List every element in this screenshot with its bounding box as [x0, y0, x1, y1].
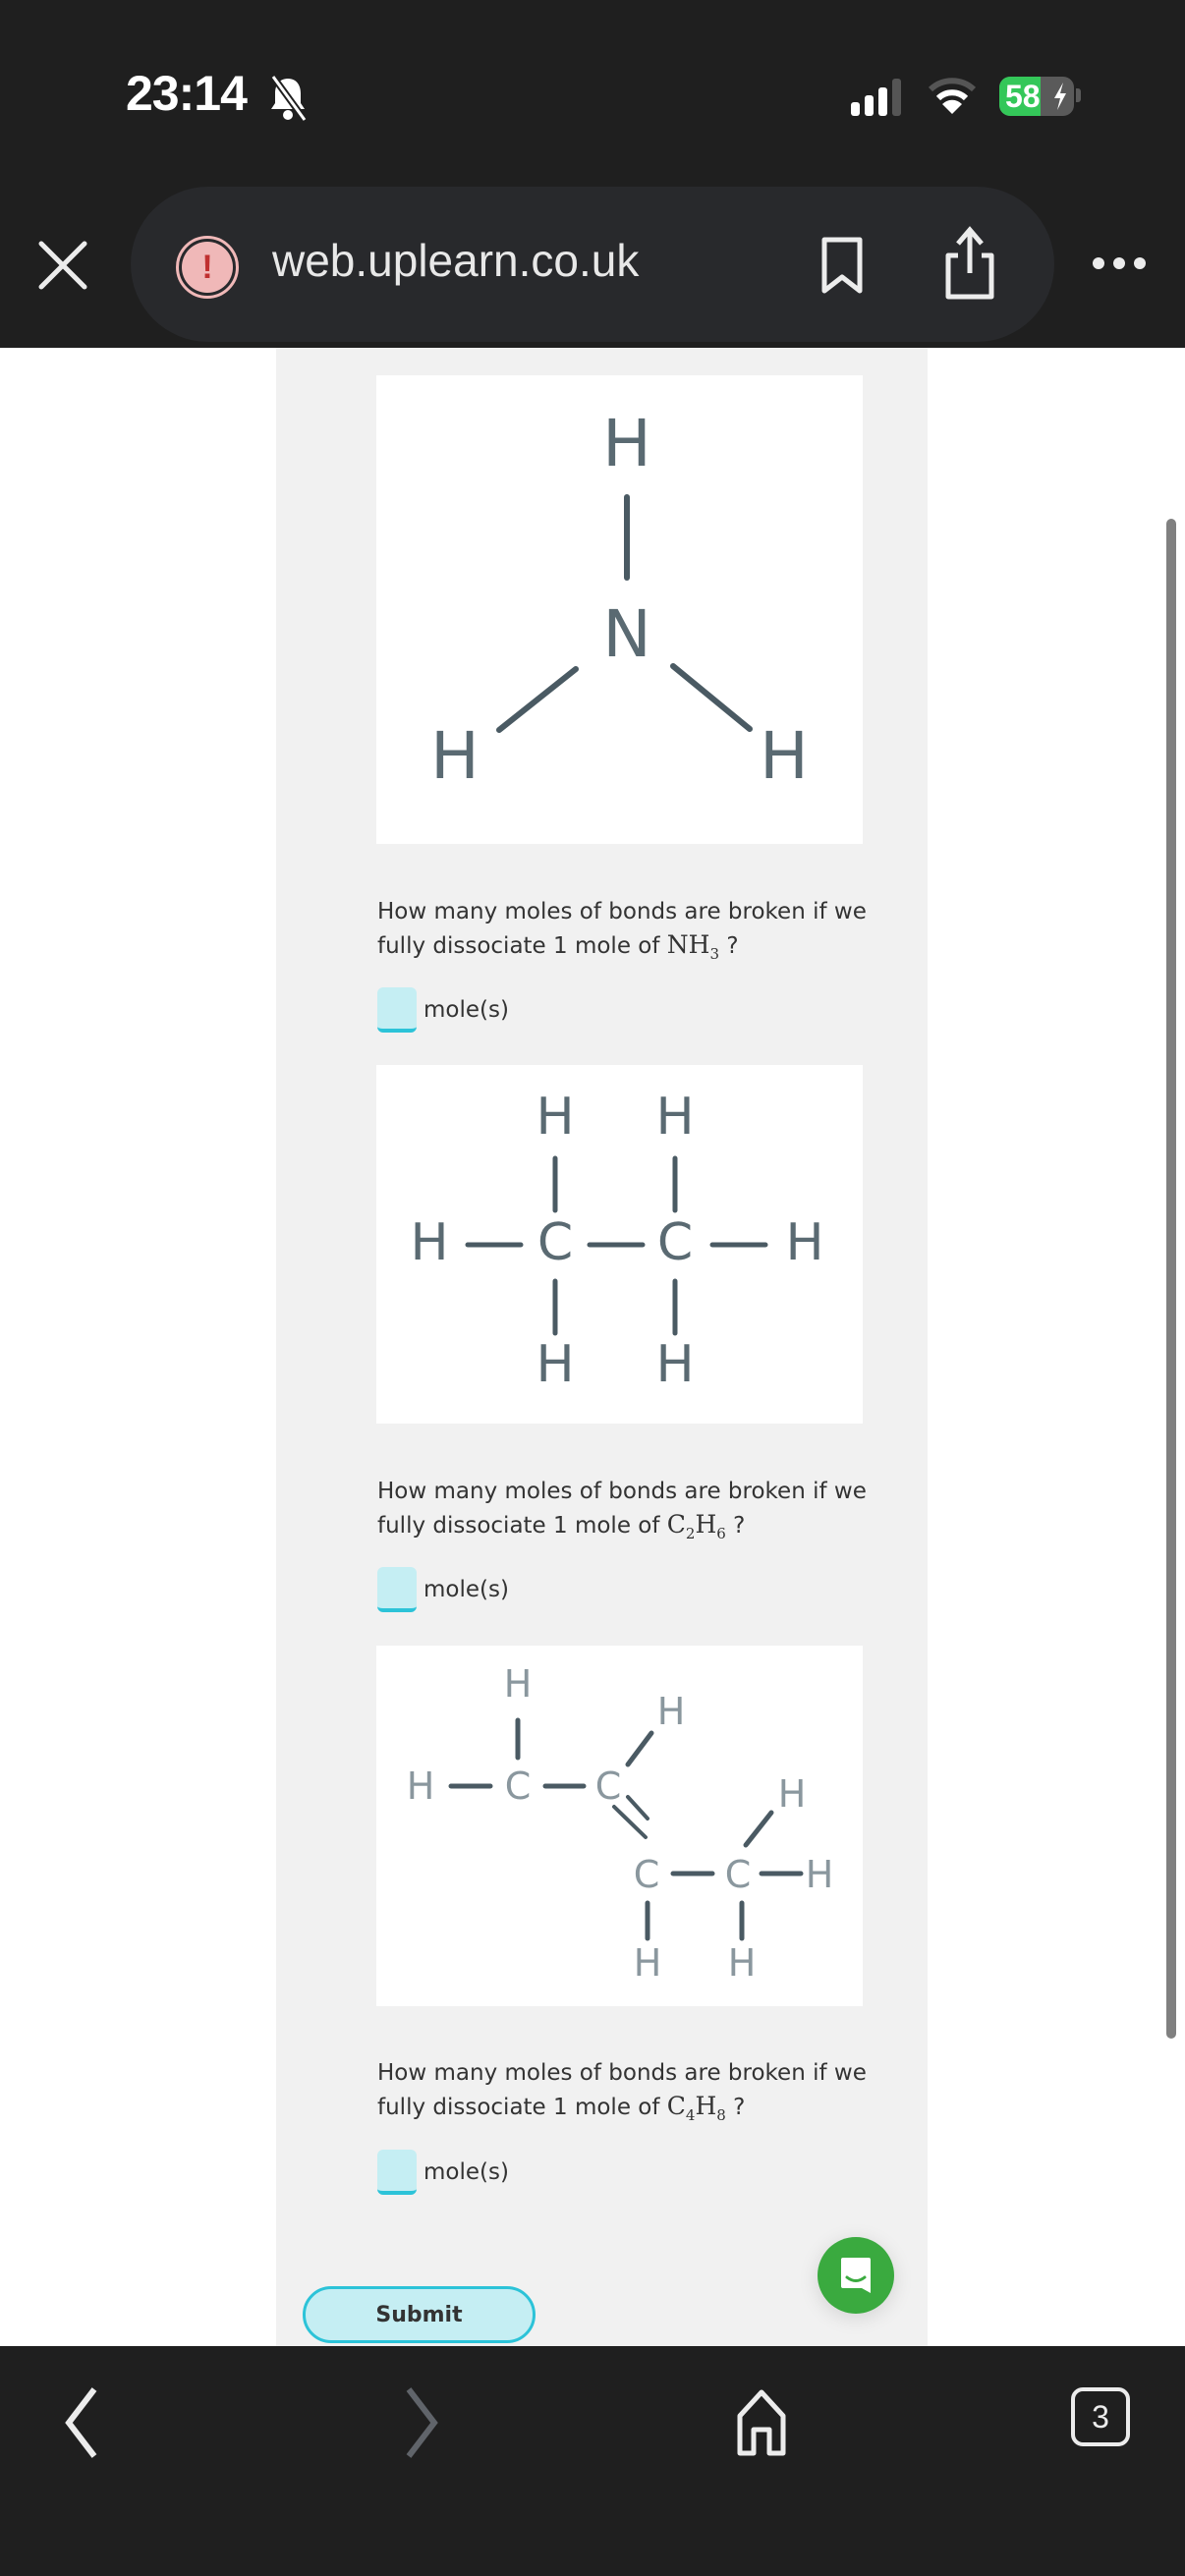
- svg-text:H: H: [656, 1690, 686, 1733]
- status-time: 23:14: [126, 66, 247, 121]
- svg-text:H: H: [785, 1213, 824, 1272]
- wifi-icon: [928, 77, 977, 116]
- c4h8-structure-diagram: [376, 1646, 863, 2006]
- submit-button[interactable]: Submit: [303, 2286, 536, 2343]
- chat-button[interactable]: [818, 2237, 894, 2314]
- home-button[interactable]: [727, 2385, 796, 2460]
- svg-text:H: H: [655, 1088, 695, 1147]
- url-text[interactable]: web.uplearn.co.uk: [272, 235, 640, 286]
- question-3-answer-row: [377, 2150, 509, 2195]
- tabs-button[interactable]: [1071, 2387, 1130, 2446]
- svg-text:C: C: [656, 1213, 694, 1272]
- page-scrollbar[interactable]: [1166, 519, 1176, 2039]
- question-2-text: How many moles of bonds are broken if we fully dissociate 1 mole of $C_2H_6$ ?: [377, 1479, 867, 1542]
- unit-label: mole(s): [423, 2159, 509, 2185]
- battery-percent: 58: [1005, 79, 1041, 114]
- chat-icon: [840, 2256, 872, 2295]
- battery-tip: [1076, 88, 1081, 102]
- svg-text:C: C: [633, 1853, 660, 1896]
- nh3-structure-diagram: [376, 375, 863, 844]
- svg-text:H: H: [536, 1088, 575, 1147]
- svg-text:C: C: [504, 1764, 532, 1808]
- back-button[interactable]: [47, 2385, 116, 2460]
- svg-text:C: C: [536, 1213, 574, 1272]
- svg-text:H: H: [430, 718, 480, 794]
- home-icon: [734, 2388, 789, 2457]
- warning-icon[interactable]: !: [176, 236, 239, 299]
- web-page: [0, 348, 1185, 2346]
- svg-text:H: H: [633, 1941, 662, 1985]
- bell-slash-icon: [265, 73, 310, 122]
- share-icon[interactable]: [942, 226, 997, 301]
- address-bar[interactable]: [131, 187, 1054, 342]
- svg-text:H: H: [655, 1335, 695, 1394]
- status-bar: [0, 0, 1185, 187]
- charging-bolt-icon: [1052, 83, 1068, 110]
- svg-text:C: C: [724, 1853, 752, 1896]
- svg-text:C: C: [594, 1764, 622, 1808]
- svg-text:H: H: [503, 1662, 533, 1706]
- c2h6-structure-diagram: [376, 1065, 863, 1424]
- cellular-signal-icon: [849, 77, 904, 116]
- svg-text:H: H: [536, 1335, 575, 1394]
- bookmark-icon[interactable]: [818, 236, 866, 295]
- question-1-answer-row: [377, 987, 509, 1033]
- question-2-answer-row: [377, 1567, 509, 1612]
- browser-address-row: [0, 187, 1185, 348]
- forward-button[interactable]: [387, 2385, 456, 2460]
- more-icon[interactable]: [1091, 252, 1148, 275]
- svg-text:H: H: [410, 1213, 449, 1272]
- chevron-left-icon: [57, 2385, 106, 2460]
- question-1-answer-input[interactable]: [377, 987, 417, 1033]
- question-3-text: How many moles of bonds are broken if we fully dissociate 1 mole of $C_4H_8$ ?: [377, 2060, 867, 2124]
- browser-toolbar: [0, 2346, 1185, 2576]
- quiz-panel: [276, 348, 928, 2346]
- svg-text:H: H: [805, 1853, 834, 1896]
- battery-indicator: [999, 77, 1074, 116]
- close-icon[interactable]: [37, 240, 88, 291]
- tab-count: 3: [1092, 2398, 1109, 2435]
- svg-text:H: H: [727, 1941, 757, 1985]
- question-3-answer-input[interactable]: [377, 2150, 417, 2195]
- svg-text:H: H: [777, 1772, 807, 1816]
- atom-h: H: [602, 406, 651, 481]
- svg-text:H: H: [406, 1764, 435, 1808]
- chevron-right-icon: [397, 2385, 446, 2460]
- question-2-answer-input[interactable]: [377, 1567, 417, 1612]
- question-1-text: How many moles of bonds are broken if we fully dissociate 1 mole of $NH_3$ ?: [377, 899, 867, 963]
- svg-text:H: H: [760, 718, 809, 794]
- atom-n: N: [602, 596, 651, 672]
- unit-label: mole(s): [423, 1577, 509, 1602]
- unit-label: mole(s): [423, 997, 509, 1023]
